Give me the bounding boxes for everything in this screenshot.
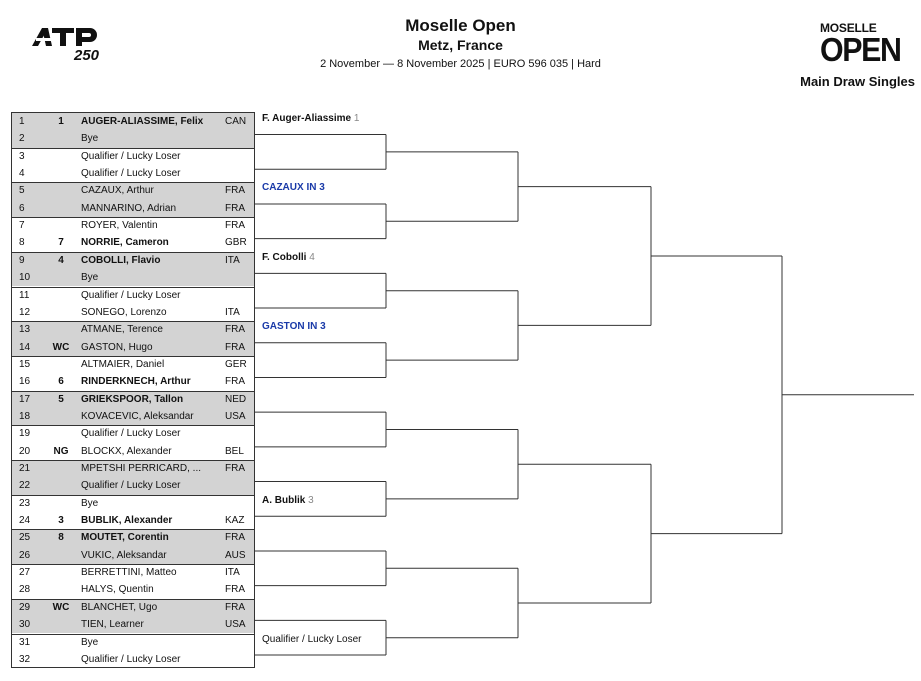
draw-number: 9 [19, 254, 25, 266]
seed-label: 4 [58, 254, 64, 266]
player-name: BLANCHET, Ugo [81, 601, 158, 613]
round2-winner-name: CAZAUX IN 3 [262, 182, 325, 194]
round2-winner-seed: 3 [305, 494, 314, 506]
draw-number: 17 [19, 393, 31, 405]
tournament-info: 2 November — 8 November 2025 | EURO 596 035 | Hard [320, 58, 601, 70]
draw-number: 27 [19, 567, 31, 579]
draw-number: 13 [19, 324, 31, 336]
seed-label: NG [53, 445, 69, 457]
draw-number: 1 [19, 116, 25, 127]
draw-number: 29 [19, 601, 31, 613]
round2-winner-name: F. Cobolli [262, 251, 307, 263]
brand-small: MOSELLE [820, 21, 877, 35]
draw-number: 31 [19, 636, 31, 648]
player-name: Qualifier / Lucky Loser [81, 480, 181, 492]
draw-number: 24 [19, 515, 31, 527]
player-name: BUBLIK, Alexander [81, 515, 173, 527]
draw-number: 28 [19, 584, 31, 596]
player-name: TIEN, Learner [81, 619, 144, 631]
player-name: BLOCKX, Alexander [81, 445, 172, 457]
player-country: FRA [225, 584, 245, 596]
player-name: SONEGO, Lorenzo [81, 306, 167, 318]
player-country: FRA [225, 341, 245, 353]
player-name: Bye [81, 636, 99, 648]
player-name: COBOLLI, Flavio [81, 254, 161, 266]
draw-number: 15 [19, 358, 31, 370]
draw-number: 21 [19, 463, 31, 474]
player-name: RINDERKNECH, Arthur [81, 376, 191, 388]
player-name: GASTON, Hugo [81, 341, 153, 353]
player-name: CAZAUX, Arthur [81, 185, 154, 197]
round2-winner-seed: 4 [306, 251, 315, 263]
player-country: ITA [225, 306, 240, 318]
draw-number: 18 [19, 410, 31, 422]
player-name: BERRETTINI, Matteo [81, 567, 177, 579]
player-country: FRA [225, 324, 245, 336]
atp-logo-number: 250 [74, 47, 100, 64]
draw-number: 7 [19, 220, 25, 232]
player-name: AUGER-ALIASSIME, Felix [81, 116, 204, 127]
draw-number: 20 [19, 445, 31, 457]
draw-number: 2 [19, 133, 25, 145]
player-country: GBR [225, 237, 247, 249]
seed-label: 5 [58, 393, 64, 405]
player-name: Qualifier / Lucky Loser [81, 653, 181, 665]
draw-number: 11 [19, 289, 30, 301]
player-country: FRA [225, 376, 245, 388]
player-country: KAZ [225, 515, 245, 527]
player-country: ITA [225, 567, 240, 579]
seed-label: 7 [58, 237, 64, 249]
player-country: CAN [225, 116, 247, 127]
player-name: Qualifier / Lucky Loser [81, 150, 181, 162]
seed-label: 3 [58, 515, 64, 527]
player-country: FRA [225, 463, 245, 474]
player-country: BEL [225, 445, 244, 457]
draw-number: 14 [19, 341, 31, 353]
player-name: HALYS, Quentin [81, 584, 154, 596]
draw-number: 10 [19, 272, 31, 284]
draw-number: 30 [19, 619, 31, 631]
seed-label: 6 [58, 376, 64, 388]
brand-big: OPEN [820, 31, 901, 68]
round2-winner-name: Qualifier / Lucky Loser [262, 633, 362, 645]
player-country: AUS [225, 549, 246, 561]
draw-number: 5 [19, 185, 25, 197]
player-name: NORRIE, Cameron [81, 237, 169, 249]
player-name: GRIEKSPOOR, Tallon [81, 393, 184, 405]
draw-number: 26 [19, 549, 31, 561]
player-country: FRA [225, 220, 245, 232]
player-country: FRA [225, 532, 245, 544]
draw-number: 19 [19, 428, 31, 440]
player-name: ATMANE, Terence [81, 324, 163, 336]
draw-number: 32 [19, 653, 31, 665]
draw-number: 25 [19, 532, 31, 544]
draw-number: 22 [19, 480, 31, 492]
player-name: Bye [81, 497, 99, 509]
player-name: ALTMAIER, Daniel [81, 358, 165, 370]
player-country: FRA [225, 202, 245, 214]
player-country: NED [225, 393, 247, 405]
tournament-title: Moselle Open [405, 16, 516, 35]
player-name: ROYER, Valentin [81, 220, 158, 232]
round2-winner-name: A. Bublik [262, 494, 306, 506]
draw-number: 6 [19, 202, 25, 214]
draw-subtitle: Main Draw Singles [800, 74, 915, 89]
player-name: MOUTET, Corentin [81, 532, 169, 544]
tournament-city: Metz, France [418, 37, 503, 53]
player-name: MANNARINO, Adrian [81, 202, 177, 214]
draw-number: 12 [19, 306, 31, 318]
seed-label: WC [52, 341, 70, 353]
player-country: FRA [225, 601, 245, 613]
draw-number: 3 [19, 150, 25, 162]
draw-number: 23 [19, 497, 31, 509]
player-country: FRA [225, 185, 245, 197]
round2-winner-seed: 1 [351, 113, 360, 124]
seed-label: WC [52, 601, 70, 613]
player-country: USA [225, 619, 246, 631]
player-country: ITA [225, 254, 240, 266]
player-country: USA [225, 410, 246, 422]
player-name: VUKIC, Aleksandar [81, 549, 167, 561]
player-name: Bye [81, 272, 99, 284]
player-name: MPETSHI PERRICARD, ... [81, 463, 202, 474]
player-name: Bye [81, 133, 99, 145]
player-name: KOVACEVIC, Aleksandar [81, 410, 194, 422]
round2-winner-name: GASTON IN 3 [262, 321, 326, 333]
seed-label: 8 [58, 532, 64, 544]
player-name: Qualifier / Lucky Loser [81, 289, 181, 301]
player-name: Qualifier / Lucky Loser [81, 428, 181, 440]
draw-number: 16 [19, 376, 31, 388]
seed-label: 1 [58, 116, 64, 127]
draw-number: 4 [19, 168, 25, 180]
draw-number: 8 [19, 237, 25, 249]
player-country: GER [225, 358, 247, 370]
round2-winner-name: F. Auger-Aliassime [262, 113, 352, 124]
player-name: Qualifier / Lucky Loser [81, 168, 181, 180]
